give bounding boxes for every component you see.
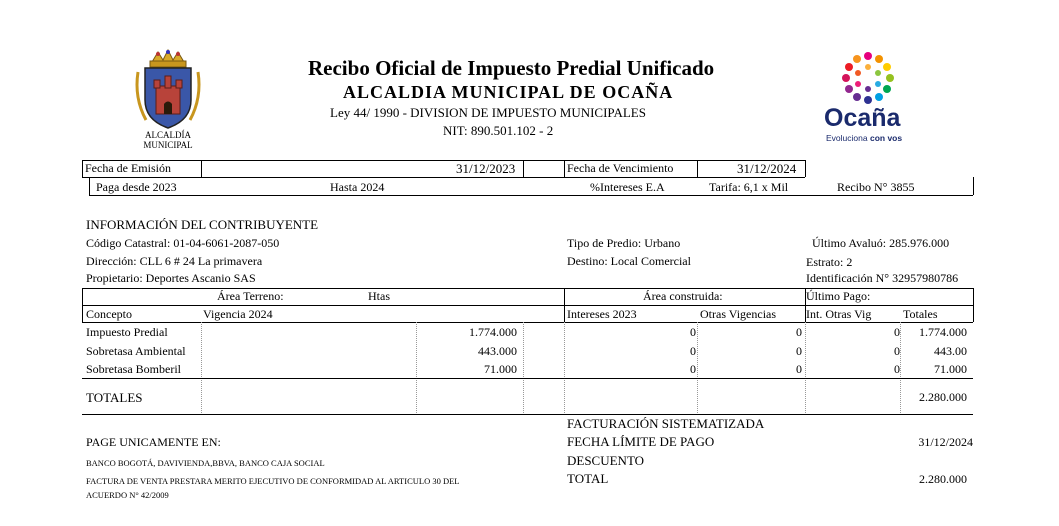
totals-value: 2.280.000 (919, 390, 967, 404)
hectares-unit: Htas (368, 289, 390, 303)
col-other-interest: Int. Otras Vig (806, 307, 872, 321)
logo-caption-line2: MUNICIPAL (143, 140, 193, 150)
emission-date-value: 31/12/2023 (456, 161, 516, 176)
discount-label: DESCUENTO (567, 453, 645, 468)
row-other-interest: 0 (894, 325, 900, 339)
row-total: 443.00 (934, 344, 967, 358)
totals-label: TOTALES (86, 390, 143, 405)
last-payment-label: Último Pago: (806, 289, 871, 303)
row-other-interest: 0 (894, 344, 900, 358)
address: Dirección: CLL 6 # 24 La primavera (86, 254, 263, 268)
row-interest: 0 (690, 325, 696, 339)
row-other-years: 0 (796, 325, 802, 339)
logo-caption-line1: ALCALDÍA (145, 130, 191, 140)
col-concept: Concepto (86, 307, 132, 321)
col-interest: Intereses 2023 (567, 307, 637, 321)
row-current-value: 443.000 (478, 344, 517, 358)
pay-until: Hasta 2024 (330, 180, 385, 194)
col-other-years: Otras Vigencias (700, 307, 777, 321)
emission-date-label: Fecha de Emisión (85, 161, 171, 175)
row-total: 71.000 (934, 362, 967, 376)
ocana-wordmark: Ocaña (824, 104, 901, 132)
payment-deadline-label: FECHA LÍMITE DE PAGO (567, 434, 715, 449)
property-use: Destino: Local Comercial (567, 254, 691, 268)
tariff: Tarifa: 6,1 x Mil (709, 180, 789, 194)
payment-deadline-value: 31/12/2024 (918, 435, 973, 449)
row-other-interest: 0 (894, 362, 900, 376)
total-value: 2.280.000 (919, 472, 967, 486)
row-total: 1.774.000 (919, 325, 967, 339)
receipt-number: Recibo N° 3855 (837, 180, 915, 194)
row-concept: Impuesto Predial (86, 325, 168, 339)
property-type: Tipo de Predio: Urbano (567, 236, 681, 250)
document-title: Recibo Oficial de Impuesto Predial Unificado (308, 56, 715, 80)
row-current-value: 1.774.000 (469, 325, 517, 339)
legal-note-line1: FACTURA DE VENTA PRESTARA MERITO EJECUTIVO DE CONFORMIDAD AL ARTICULO 30 DEL (86, 476, 460, 486)
coat-of-arms-logo (130, 48, 206, 152)
cadastral-code: Código Catastral: 01-04-6061-2087-050 (86, 236, 280, 250)
built-area-label: Área construida: (643, 289, 723, 303)
total-label: TOTAL (567, 471, 609, 486)
systematized-billing: FACTURACIÓN SISTEMATIZADA (567, 416, 765, 431)
due-date-value: 31/12/2024 (737, 161, 797, 176)
interest-rate-label: %Intereses E.A (590, 180, 665, 194)
bank-list: BANCO BOGOTÁ, DAVIVIENDA,BBVA, BANCO CAJA SOCIAL (86, 458, 325, 468)
land-area-label: Área Terreno: (217, 289, 284, 303)
col-totals: Totales (903, 307, 938, 321)
row-interest: 0 (690, 344, 696, 358)
castle-shield-icon (130, 48, 206, 130)
tagline-regular: Evoluciona (826, 133, 868, 143)
municipality-title: ALCALDIA MUNICIPAL DE OCAÑA (343, 82, 674, 102)
stratum: Estrato: 2 (806, 255, 853, 269)
law-reference: Ley 44/ 1990 - DIVISION DE IMPUESTO MUNICIPALES (330, 105, 646, 120)
tagline-bold: con vos (869, 133, 903, 143)
taxpayer-heading: INFORMACIÓN DEL CONTRIBUYENTE (86, 217, 319, 232)
last-appraisal: Último Avaluó: 285.976.000 (812, 236, 950, 250)
row-current-value: 71.000 (484, 362, 517, 376)
identification: Identificación N° 32957980786 (806, 271, 959, 285)
owner: Propietario: Deportes Ascanio SAS (86, 271, 256, 285)
col-current-year: Vigencia 2024 (203, 307, 273, 321)
row-concept: Sobretasa Ambiental (86, 344, 186, 358)
row-other-years: 0 (796, 344, 802, 358)
row-interest: 0 (690, 362, 696, 376)
ocana-tagline (826, 133, 902, 143)
due-date-label: Fecha de Vencimiento (567, 161, 674, 175)
row-concept: Sobretasa Bomberil (86, 362, 181, 376)
pay-only-at-label: PAGE UNICAMENTE EN: (86, 435, 221, 449)
row-other-years: 0 (796, 362, 802, 376)
legal-note-line2: ACUERDO N° 42/2009 (86, 490, 169, 500)
nit-number: NIT: 890.501.102 - 2 (443, 123, 554, 138)
flower-dots-icon (838, 48, 898, 108)
pay-from: Paga desde 2023 (96, 180, 177, 194)
ocana-brand-logo (820, 48, 920, 148)
